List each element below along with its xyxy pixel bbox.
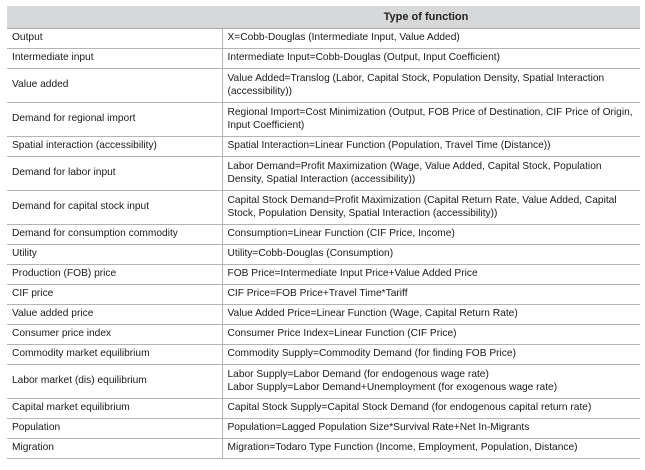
function-table-container (7, 6, 640, 459)
row-function-cell: Capital Stock Supply=Capital Stock Demand (for endogenous capital return rate) (222, 399, 640, 419)
header-cell-empty (7, 6, 222, 29)
table-row (7, 419, 640, 439)
row-function-cell: Consumption=Linear Function (CIF Price, Income) (222, 225, 640, 245)
table-row (7, 245, 640, 265)
row-name-cell: Value added (7, 69, 222, 103)
row-name-cell: Output (7, 29, 222, 49)
table-header-row (7, 6, 640, 29)
row-name-cell: Migration (7, 439, 222, 459)
table-row (7, 325, 640, 345)
row-function-cell: Migration=Todaro Type Function (Income, Employment, Population, Distance) (222, 439, 640, 459)
row-name-cell: Production (FOB) price (7, 265, 222, 285)
row-name-cell: Utility (7, 245, 222, 265)
row-name-cell: Demand for regional import (7, 103, 222, 137)
row-name-cell: Demand for capital stock input (7, 191, 222, 225)
table-row (7, 157, 640, 191)
function-line-1: Labor Supply=Labor Demand (for endogenous wage rate) (227, 369, 489, 380)
row-name-cell: Capital market equilibrium (7, 399, 222, 419)
table-row (7, 265, 640, 285)
table-row (7, 69, 640, 103)
table-row (7, 225, 640, 245)
row-name-cell: Labor market (dis) equilibrium (7, 365, 222, 399)
row-function-cell: Regional Import=Cost Minimization (Output, FOB Price of Destination, CIF Price of Origin, Input Coefficient) (222, 103, 640, 137)
table-row (7, 103, 640, 137)
row-function-cell: Population=Lagged Population Size*Survival Rate+Net In-Migrants (222, 419, 640, 439)
row-function-cell: Value Added=Translog (Labor, Capital Stock, Population Density, Spatial Interaction (accessibility)) (222, 69, 640, 103)
row-function-cell: Spatial Interaction=Linear Function (Population, Travel Time (Distance)) (222, 137, 640, 157)
row-function-cell: X=Cobb-Douglas (Intermediate Input, Value Added) (222, 29, 640, 49)
table-row (7, 285, 640, 305)
row-name-cell: Consumer price index (7, 325, 222, 345)
row-name-cell: CIF price (7, 285, 222, 305)
function-table (7, 6, 640, 459)
row-name-cell: Demand for labor input (7, 157, 222, 191)
table-row (7, 305, 640, 325)
table-row (7, 191, 640, 225)
row-function-cell: FOB Price=Intermediate Input Price+Value Added Price (222, 265, 640, 285)
row-function-cell: Value Added Price=Linear Function (Wage, Capital Return Rate) (222, 305, 640, 325)
row-function-cell: Consumer Price Index=Linear Function (CIF Price) (222, 325, 640, 345)
row-name-cell: Intermediate input (7, 49, 222, 69)
row-function-cell: Commodity Supply=Commodity Demand (for finding FOB Price) (222, 345, 640, 365)
header-type-of-function: Type of function (222, 6, 640, 29)
table-row (7, 49, 640, 69)
table-row (7, 439, 640, 459)
row-name-cell: Demand for consumption commodity (7, 225, 222, 245)
table-row (7, 137, 640, 157)
row-function-cell: Capital Stock Demand=Profit Maximization (Capital Return Rate, Value Added, Capital Stock, Population Density, Spatial Interaction (accessibility)) (222, 191, 640, 225)
row-name-cell: Spatial interaction (accessibility) (7, 137, 222, 157)
table-row (7, 365, 640, 399)
row-function-cell (222, 365, 640, 399)
row-name-cell: Value added price (7, 305, 222, 325)
row-function-cell: Utility=Cobb-Douglas (Consumption) (222, 245, 640, 265)
table-row (7, 29, 640, 49)
table-row (7, 399, 640, 419)
row-function-cell: Labor Demand=Profit Maximization (Wage, Value Added, Capital Stock, Population Density, Spatial Interaction (accessibility)) (222, 157, 640, 191)
table-row (7, 345, 640, 365)
row-name-cell: Population (7, 419, 222, 439)
function-line-2: Labor Supply=Labor Demand+Unemployment (for exogenous wage rate) (227, 381, 558, 393)
row-function-cell: Intermediate Input=Cobb-Douglas (Output, Input Coefficient) (222, 49, 640, 69)
row-function-cell: CIF Price=FOB Price+Travel Time*Tariff (222, 285, 640, 305)
row-name-cell: Commodity market equilibrium (7, 345, 222, 365)
